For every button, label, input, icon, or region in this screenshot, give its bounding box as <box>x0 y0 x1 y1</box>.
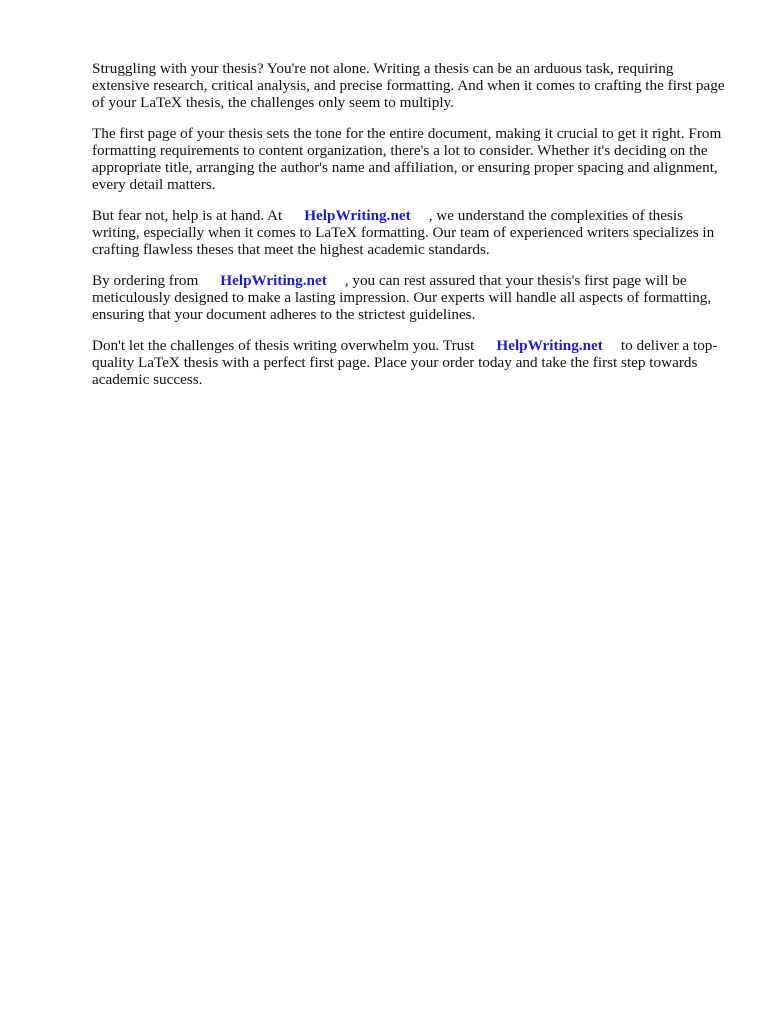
paragraph-closing-start: Don't let the challenges of thesis writing overwhelm you. Trust <box>92 337 475 354</box>
paragraph-ordering-end: , you can rest assured that your thesis's first page will be meticulously designed to make a lasting impression. Our experts will handle all aspects of formatting, ensuring that your document adheres to the strictest guidelines. <box>92 272 712 323</box>
paragraph-closing-end: to deliver a top-quality LaTeX thesis with a perfect first page. Place your order today and take the first step towards academic success. <box>92 337 718 388</box>
paragraph-closing <box>92 337 732 388</box>
paragraph-help-end: , we understand the complexities of thesis writing, especially when it comes to LaTeX formatting. Our team of experienced writers specializes in crafting flawless theses that meet the highest academic standards. <box>92 207 715 258</box>
paragraph-ordering-start: By ordering from <box>92 272 199 289</box>
document-page <box>92 60 732 402</box>
helpwriting-link-1[interactable]: HelpWriting.net <box>304 207 411 224</box>
helpwriting-link-3[interactable]: HelpWriting.net <box>496 337 603 354</box>
paragraph-intro: Struggling with your thesis? You're not alone. Writing a thesis can be an arduous task, requiring extensive research, critical analysis, and precise formatting. And when it comes to crafting the first page of your LaTeX thesis, the challenges only seem to multiply. <box>92 60 725 111</box>
paragraph-first-page: The first page of your thesis sets the tone for the entire document, making it crucial to get it right. From formatting requirements to content organization, there's a lot to consider. Whether it's deciding on the appropriate title, arranging the author's name and affiliation, or ensuring proper spacing and alignment, every detail matters. <box>92 125 722 193</box>
paragraph-ordering <box>92 272 732 323</box>
helpwriting-link-2[interactable]: HelpWriting.net <box>220 272 327 289</box>
paragraph-help-start: But fear not, help is at hand. At <box>92 207 283 224</box>
paragraph-help <box>92 207 732 258</box>
